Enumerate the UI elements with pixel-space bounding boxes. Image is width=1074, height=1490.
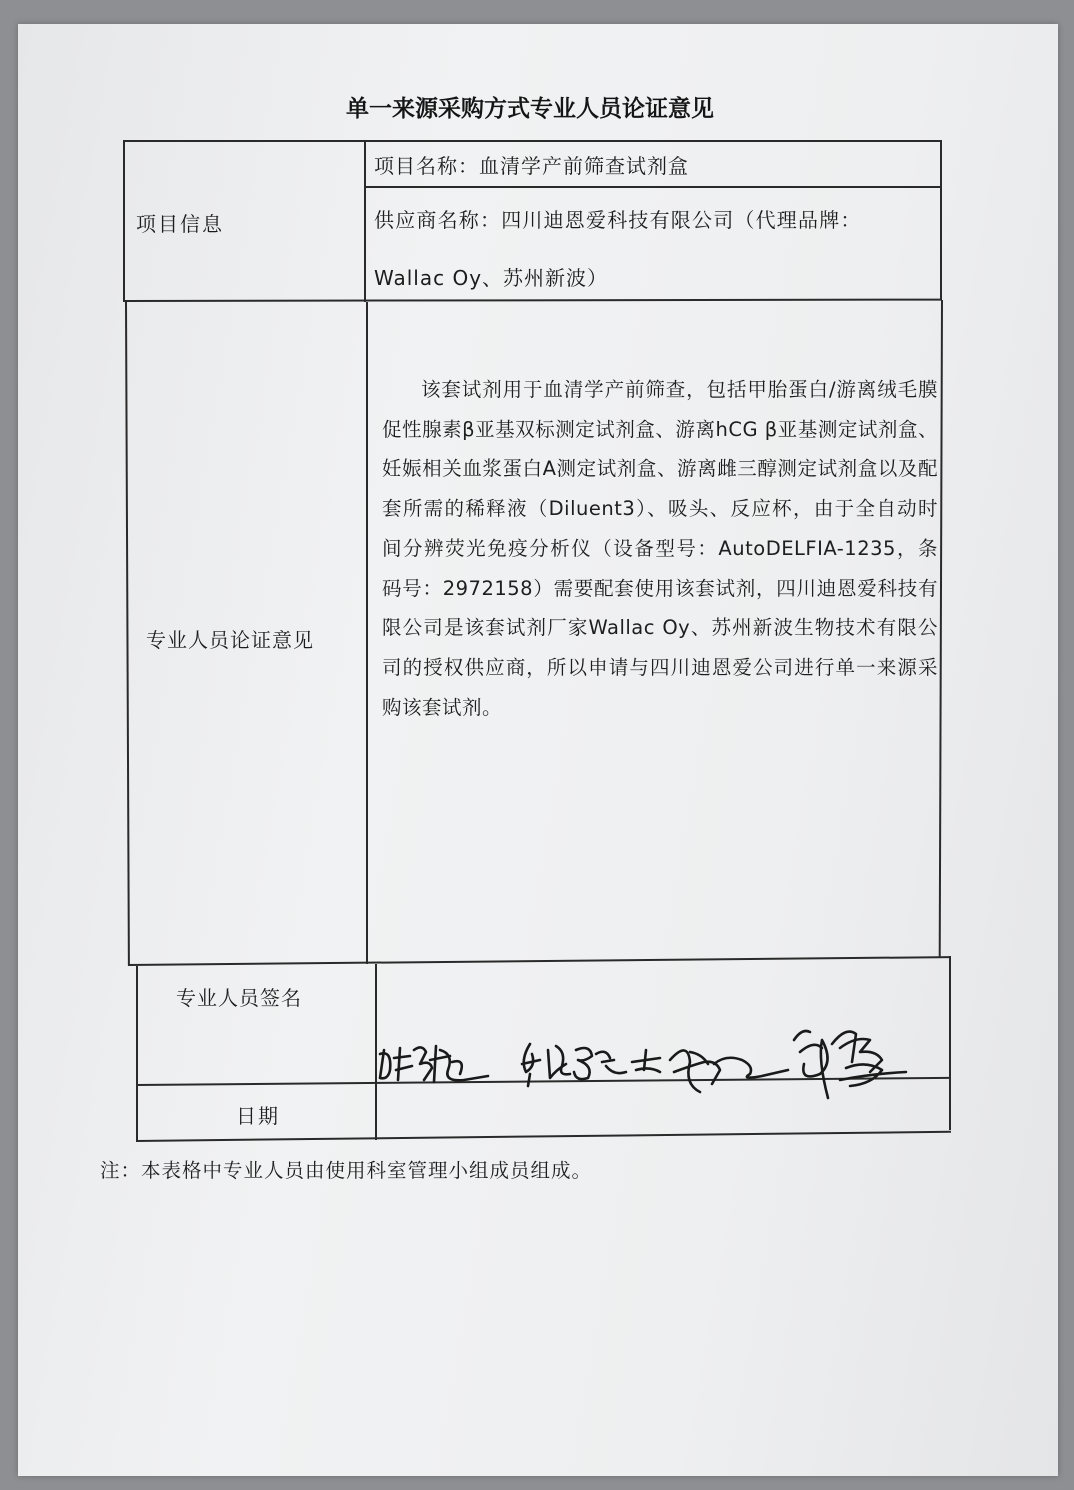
opinion-text: 该套试剂用于血清学产前筛查，包括甲胎蛋白/游离绒毛膜促性腺素β亚基双标测定试剂盒、游离hCG β亚基测定试剂盒、妊娠相关血浆蛋白A测定试剂盒、游离雌三醇测定试剂盒以及配套所需的稀释液（Diluent3）、吸头、反应杯，由于全自动时间分辨荧光免疫分析仪（设备型号：AutoDELFIA-1235，条码号：2972158）需要配套使用该套试剂，四川迪恩爱科技有限公司是该套试剂厂家Wallac Oy、苏州新波生物技术有限公司的授权供应商，所以申请与四川迪恩爱公司进行单一来源采购该套试剂。: [382, 378, 938, 719]
table-row-divider-1: [364, 186, 942, 188]
handwritten-signatures: [370, 1000, 930, 1110]
signature-label: 专业人员签名: [176, 986, 302, 1010]
project-name-value: 血清学产前筛查试剂盒: [479, 154, 689, 178]
table-col-divider-2: [366, 302, 368, 964]
document-page: [18, 24, 1058, 1476]
table-col-divider: [364, 140, 366, 302]
project-info-label: 项目信息: [136, 212, 224, 236]
document-title: 单一来源采购方式专业人员论证意见: [346, 96, 714, 122]
table-border-right: [940, 140, 942, 300]
supplier-line-2: Wallac Oy、苏州新波）: [374, 266, 609, 290]
table-border-left: [123, 140, 125, 302]
table-border-right-3: [949, 956, 951, 1130]
date-label: 日期: [236, 1104, 280, 1128]
project-name-label: 项目名称：: [374, 154, 479, 178]
project-name-row: [374, 150, 689, 179]
opinion-label: 专业人员论证意见: [146, 628, 314, 652]
supplier-line-1: 供应商名称：四川迪恩爱科技有限公司（代理品牌：: [374, 208, 862, 232]
table-border-top: [123, 140, 941, 142]
footnote: 注：本表格中专业人员由使用科室管理小组成员组成。: [100, 1159, 593, 1182]
table-border-left-3: [136, 966, 138, 1142]
